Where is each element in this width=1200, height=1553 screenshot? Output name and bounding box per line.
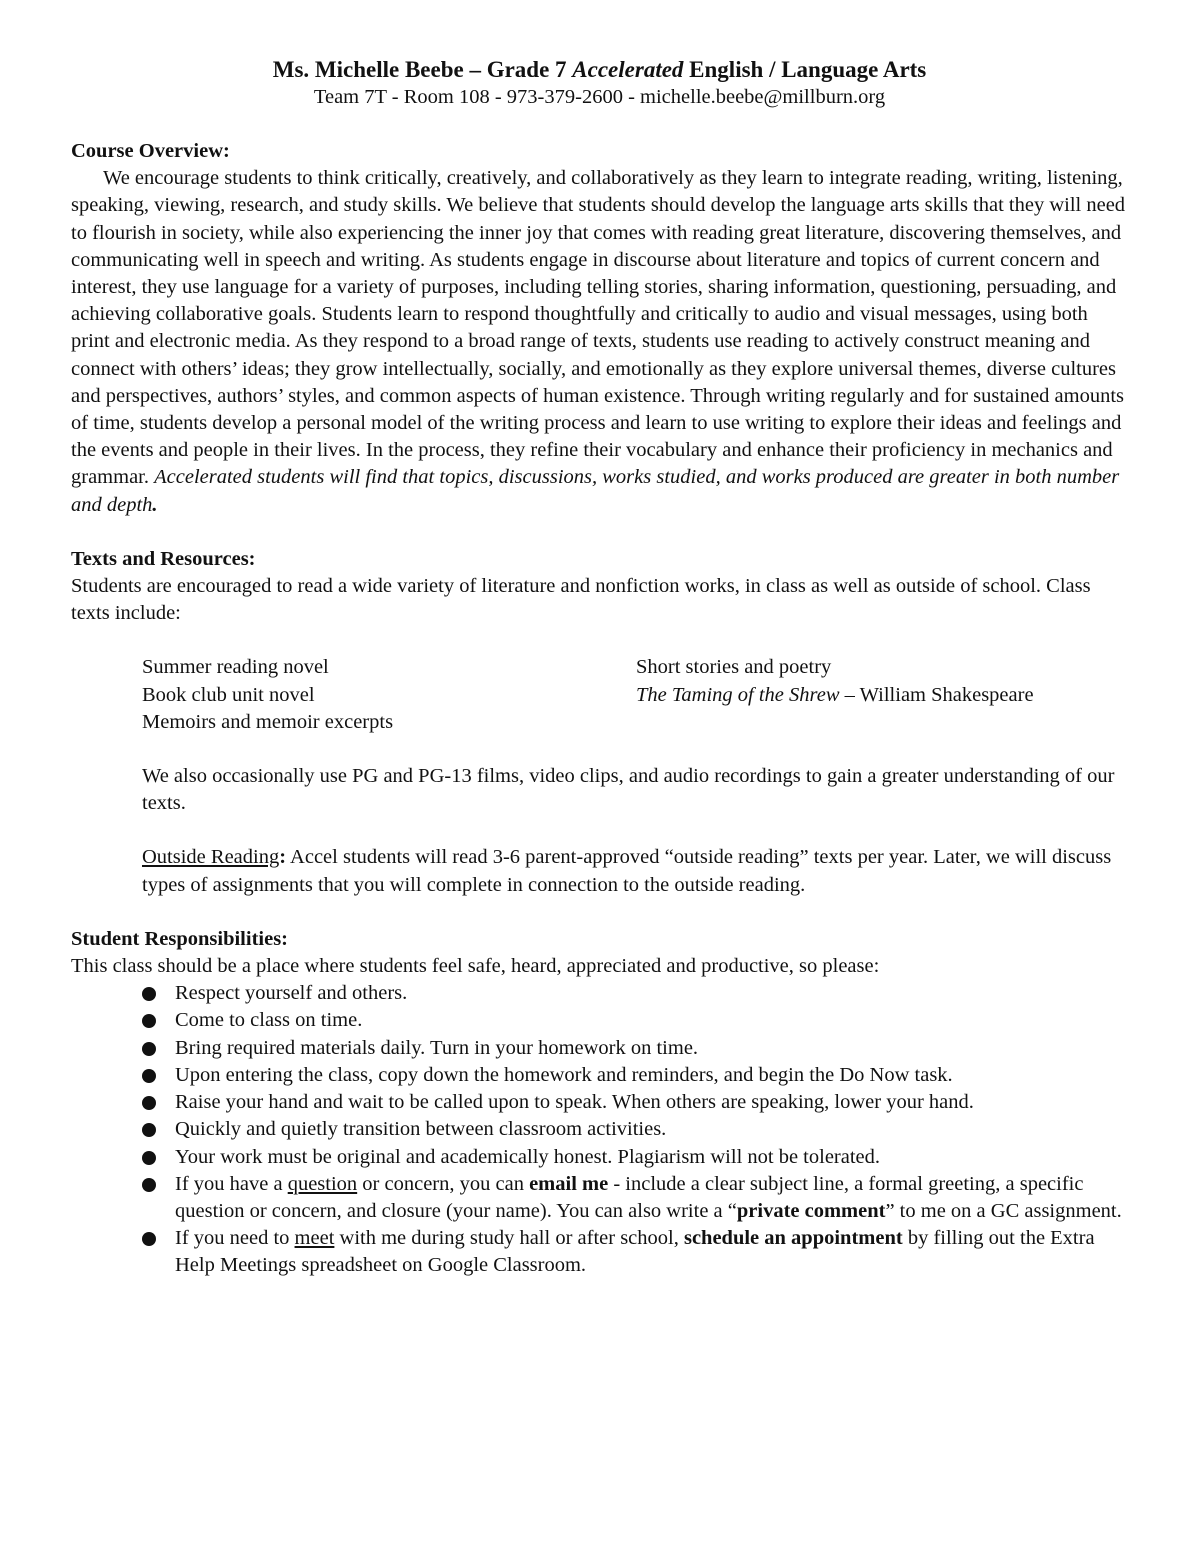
course-overview-body [71,165,1128,519]
class-text-item: Short stories and poetry [636,656,832,679]
course-overview-heading: Course Overview: [71,140,230,162]
title-text-end: English / Language Arts [683,57,927,82]
list-item-meet [175,1225,1128,1279]
outside-reading-text: Accel students will read 3-6 parent-approved “outside reading” texts per year. Later, we will discuss types of assignments that you will complete in connection to the outside reading. [142,846,1112,896]
spacer [71,519,1128,546]
list-item: Your work must be original and academically honest. Plagiarism will not be tolerated. [175,1144,1128,1171]
text-run-bold: private comment [736,1199,886,1222]
student-responsibilities-heading: Student Responsibilities: [71,927,289,950]
class-texts-list [71,654,1128,736]
text-run: If you have a [175,1172,288,1195]
texts-resources-heading: Texts and Resources: [71,547,256,570]
list-item: Quickly and quietly transition between classroom activities. [175,1116,1128,1143]
list-item: Respect yourself and others. [175,980,1128,1007]
spacer [71,736,1128,763]
contact-line: Team 7T - Room 108 - 973-379-2600 - michelle.beebe@millburn.org [313,86,886,108]
title-text: Ms. Michelle Beebe – Grade 7 [272,57,573,82]
class-text-item: Summer reading novel [142,656,329,679]
class-text-item: Book club unit novel [142,683,315,706]
text-run-bold: schedule an appointment [683,1227,903,1250]
spacer [71,627,1128,654]
text-run: If you need to [175,1227,295,1250]
text-run: with me during study hall or after school, [334,1227,684,1250]
spacer [71,111,1128,138]
texts-intro: Students are encouraged to read a wide variety of literature and nonfiction works, in class as well as outside of school. Class texts include: [71,575,1091,625]
book-author: – William Shakespeare [839,683,1034,706]
document-title [71,56,1128,84]
book-title: The Taming of the Shrew [636,683,840,706]
films-paragraph: We also occasionally use PG and PG-13 films, video clips, and audio recordings to gain a greater understanding of our texts. [142,765,1115,815]
list-item: Raise your hand and wait to be called upon to speak. When others are speaking, lower your hand. [175,1089,1128,1116]
list-item: Upon entering the class, copy down the homework and reminders, and begin the Do Now task. [175,1062,1128,1089]
text-run-bold: email me [529,1172,609,1195]
list-item-question [175,1171,1128,1225]
text-run: ” to me on a GC assignment. [885,1199,1122,1222]
accelerated-note-end: . [152,493,158,516]
empty-cell [636,709,1056,736]
outside-reading-label: Outside Reading [142,846,280,869]
accelerated-note: Accelerated students will find that topics, discussions, works studied, and works produced are greater in both number and depth [71,466,1120,516]
spacer [71,899,1128,926]
text-run-underline: meet [294,1227,335,1250]
spacer [71,817,1128,844]
text-run: or concern, you can [357,1172,530,1195]
class-text-item [636,682,1056,709]
text-run: - include a clear subject line, a formal greeting, a specific question or concern, and closure (your name). You can also write a “ [175,1172,1084,1222]
responsibilities-list [71,980,1128,1279]
class-text-item: Memoirs and memoir excerpts [142,710,394,733]
outside-reading-colon: : [279,846,287,869]
list-item: Come to class on time. [175,1007,1128,1034]
responsibilities-intro: This class should be a place where students feel safe, heard, appreciated and productive, so please: [71,955,880,978]
list-item: Bring required materials daily. Turn in your homework on time. [175,1035,1128,1062]
outside-reading-paragraph [71,844,1128,898]
overview-text: We encourage students to think critically, creatively, and collaboratively as they learn to integrate reading, writing, listening, speaking, viewing, research, and study skills. We believe that students should develop the language arts skills that they will need to flourish in society, while also experiencing the inner joy that comes with reading great literature, discovering themselves, and communicating well in speech and writing. As students engage in discourse about literature and topics of current concern and interest, they use language for a variety of purposes, including telling stories, sharing information, questioning, persuading, and achieving collaborative goals. Students learn to respond thoughtfully and critically to audio and visual messages, using both print and electronic media. As they respond to a broad range of texts, students use reading to actively construct meaning and connect with others’ ideas; they grow intellectually, socially, and emotionally as they explore universal themes, diverse cultures and perspectives, authors’ styles, and common aspects of human existence. Through writing regularly and for sustained amounts of time, students develop a personal model of the writing process and learn to use writing to explore their ideas and feelings and the events and people in their lives. In the process, they refine their vocabulary and enhance their proficiency in mechanics and grammar. [71,167,1126,489]
text-run-underline: question [287,1172,358,1195]
text-run: by filling out the Extra Help Meetings spreadsheet on Google Classroom. [175,1227,1095,1277]
title-accelerated: Accelerated [572,57,684,82]
